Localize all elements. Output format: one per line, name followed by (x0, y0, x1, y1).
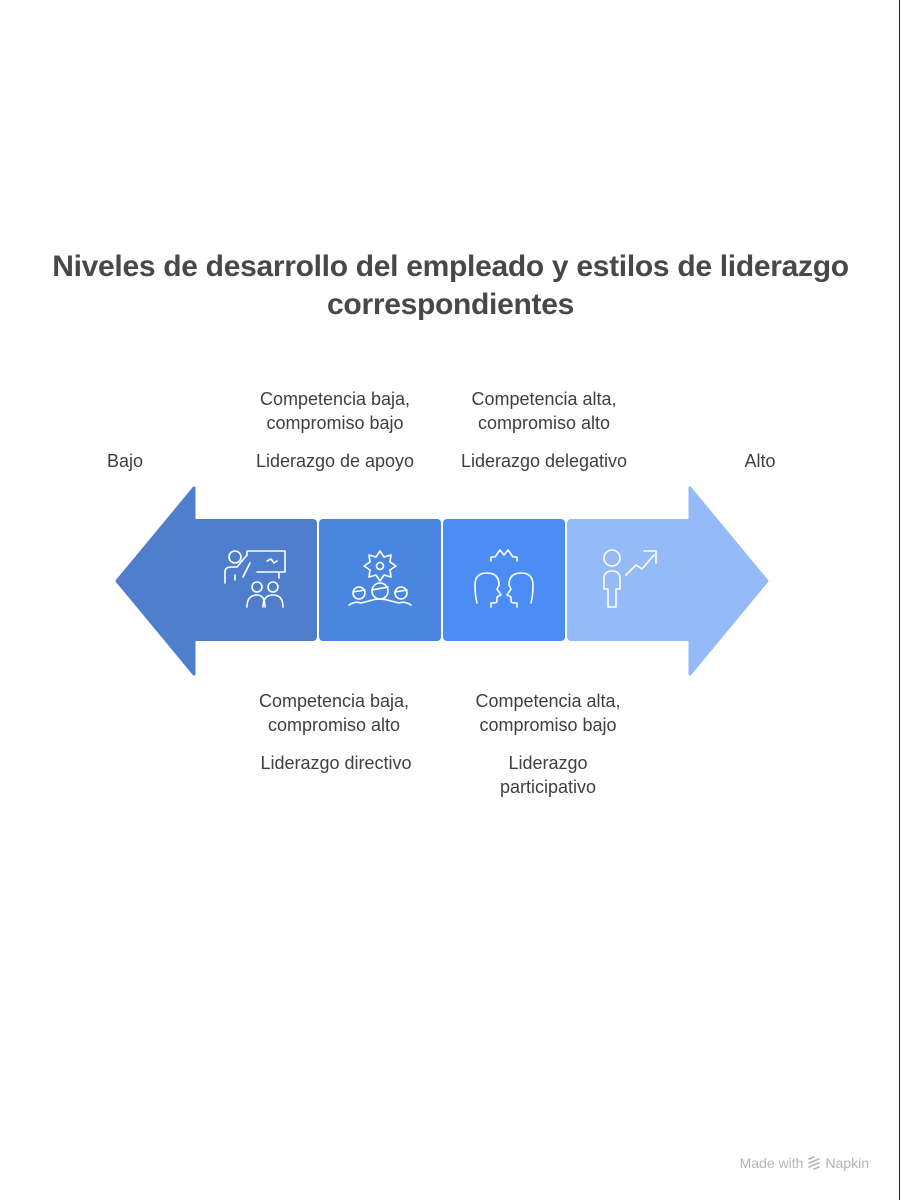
right-border-line (899, 0, 900, 1200)
stage-3-level-label (428, 689, 668, 737)
made-with-text: Made with (739, 1155, 804, 1171)
style-line-2: participativo (499, 777, 597, 797)
stage-1-style-label: Liderazgo directivo (260, 753, 412, 773)
level-line-1: Competencia alta, (475, 691, 621, 711)
napkin-logo-icon (807, 1156, 821, 1170)
napkin-brand-text: Napkin (825, 1155, 869, 1171)
axis-low-label: Bajo (106, 451, 144, 471)
stage-4-block (567, 519, 690, 641)
axis-high-label: Alto (744, 451, 776, 471)
teacher-presenting-icon (223, 547, 289, 613)
person-growth-icon (596, 547, 662, 613)
stage-1-level-label (214, 689, 454, 737)
team-gear-icon (347, 547, 413, 613)
level-line-2: compromiso bajo (266, 413, 404, 433)
level-line-1: Competencia baja, (259, 389, 411, 409)
stage-3-style-label (428, 751, 668, 799)
collaborating-heads-icon (471, 547, 537, 613)
left-arrow-head (114, 486, 196, 676)
stage-4-level-label (424, 387, 664, 435)
stage-1-block (194, 519, 317, 641)
title-line-1: Niveles de desarrollo del empleado y estilos de liderazgo (52, 250, 849, 283)
level-line-2: compromiso alto (477, 413, 611, 433)
stage-2-style-label: Liderazgo de apoyo (255, 451, 415, 471)
stage-2-level-label (215, 387, 455, 435)
level-line-1: Competencia alta, (471, 389, 617, 409)
style-line-1: Liderazgo (508, 753, 588, 773)
stage-2-block (319, 519, 441, 641)
made-with-napkin-badge (740, 1155, 869, 1171)
level-line-2: compromiso alto (267, 715, 401, 735)
right-arrow-head (688, 486, 770, 676)
title-line-2: correspondientes (327, 288, 574, 321)
stage-3-block (443, 519, 565, 641)
stage-4-style-label: Liderazgo delegativo (460, 451, 628, 471)
level-line-2: compromiso bajo (479, 715, 617, 735)
diagram-title (0, 248, 901, 324)
level-line-1: Competencia baja, (258, 691, 410, 711)
